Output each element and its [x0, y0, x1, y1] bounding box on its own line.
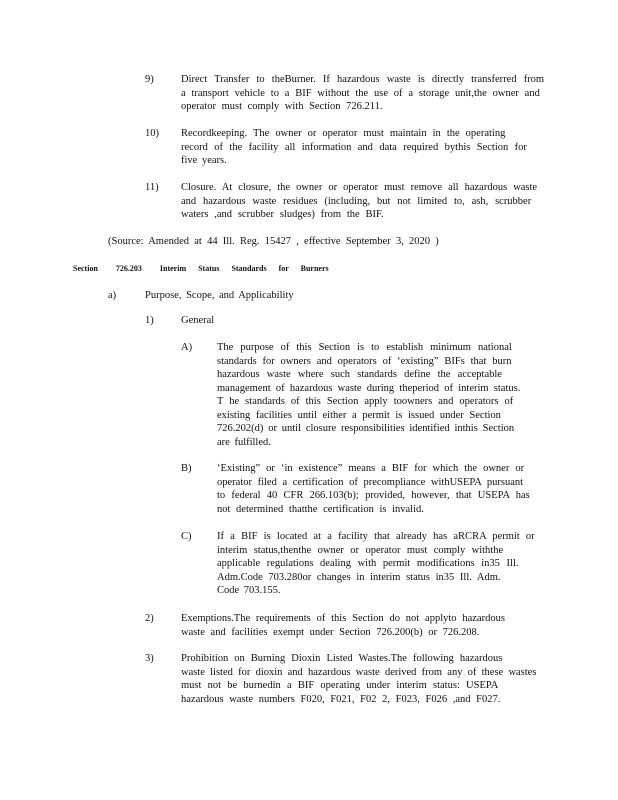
item-A-line: are fulfilled. — [217, 436, 271, 448]
item-3-line: waste listed for dioxin and hazardous waste derived from any of these wastes — [181, 666, 537, 678]
item-9-line: a transport vehicle to a BIF without the use of a storage unit,the owner and — [181, 87, 540, 99]
item-3-number: 3) — [145, 653, 154, 664]
item-9-line: operator must comply with Section 726.211. — [181, 101, 383, 112]
sub-a-text: Purpose, Scope, and Applicability — [145, 290, 294, 301]
item-A-line: 726.202(d) or until closure responsibilities identified inthis Section — [217, 423, 515, 434]
item-3-text — [181, 652, 545, 706]
item-C-line: Code 703.155. — [217, 585, 281, 596]
item-10-number: 10) — [145, 128, 159, 139]
item-2-number: 2) — [145, 613, 154, 624]
item-10-line: five years. — [181, 155, 227, 166]
source-note: (Source: Amended at 44 Ill. Reg. 15427 , effective September 3, 2020 ) — [108, 236, 439, 247]
item-B-line: ‘Existing” or ‘in existence” means a BIF for which the owner or — [217, 463, 525, 474]
item-9-text — [181, 73, 545, 114]
item-C-line: Adm.Code 703.280or changes in interim status in35 Ill. Adm. — [217, 571, 501, 583]
item-A-line: standards for owners and operators of ‘existing” BIFs that burn — [217, 355, 512, 367]
item-A-line: T he standards of this Section apply toowners and operators of — [217, 396, 514, 407]
sub-a-number: a) — [108, 290, 117, 301]
section-heading-number: 726.203 — [115, 264, 142, 273]
item-C-line: applicable regulations dealing with permit modifications in35 Ill. — [217, 558, 519, 569]
item-A-line: hazardous waste where such standards define the acceptable — [217, 369, 502, 380]
section-heading-title: Interim Status Standards for Burners — [159, 264, 329, 273]
item-B-line: not determined thatthe certification is invalid. — [217, 503, 424, 515]
item-9-number: 9) — [145, 74, 154, 85]
item-B-text — [217, 462, 539, 516]
item-A-line: management of hazardous waste during theperiod of interim status. — [217, 382, 521, 394]
item-B-line: operator filed a certification of precompliance withUSEPA pursuant — [217, 476, 524, 488]
item-10-line: record of the facility all information and data required bythis Section for — [181, 141, 527, 153]
item-10-text — [181, 127, 539, 168]
item-A-number: A) — [181, 342, 193, 353]
item-A-text — [217, 341, 537, 449]
item-2-line: waste and facilities exempt under Section 726.200(b) or 726.208. — [181, 626, 480, 638]
item-A-line: The purpose of this Section is to establish minimum national — [217, 342, 512, 353]
item-3-line: must not be burnedin a BIF operating under interim status: USEPA — [181, 680, 499, 691]
item-B-number: B) — [181, 463, 192, 474]
item-3-line: Prohibition on Burning Dioxin Listed Wastes.The following hazardous — [181, 653, 503, 664]
item-C-line: interim status,thenthe owner or operator must comply withthe — [217, 544, 504, 556]
item-2-text — [181, 612, 541, 639]
section-heading-label: Section — [73, 264, 98, 273]
item-9-line: Direct Transfer to theBurner. If hazardous waste is directly transferred from — [181, 74, 545, 85]
item-C-text — [217, 530, 539, 598]
item-11-line: waters ,and scrubber sludges) from the BIF. — [181, 209, 384, 220]
item-2-line: Exemptions.The requirements of this Section do not applyto hazardous — [181, 613, 505, 624]
sub-1-number: 1) — [145, 315, 154, 326]
item-11-text — [181, 181, 543, 222]
item-C-line: If a BIF is located at a facility that already has aRCRA permit or — [217, 531, 535, 542]
item-A-line: existing facilities until either a permit is issued under Section — [217, 409, 501, 421]
item-11-number: 11) — [145, 182, 159, 193]
item-11-line: and hazardous waste residues (including, but not limited to, ash, scrubber — [181, 195, 532, 207]
sub-1-text: General — [181, 315, 215, 326]
item-11-line: Closure. At closure, the owner or operator must remove all hazardous waste — [181, 182, 538, 193]
item-3-line: hazardous waste numbers F020, F021, F02 2, F023, F026 ,and F027. — [181, 693, 501, 705]
item-B-line: to federal 40 CFR 266.103(b); provided, however, that USEPA has — [217, 490, 530, 501]
section-heading — [73, 262, 329, 276]
item-C-number: C) — [181, 531, 192, 542]
item-10-line: Recordkeeping. The owner or operator must maintain in the operating — [181, 128, 506, 139]
